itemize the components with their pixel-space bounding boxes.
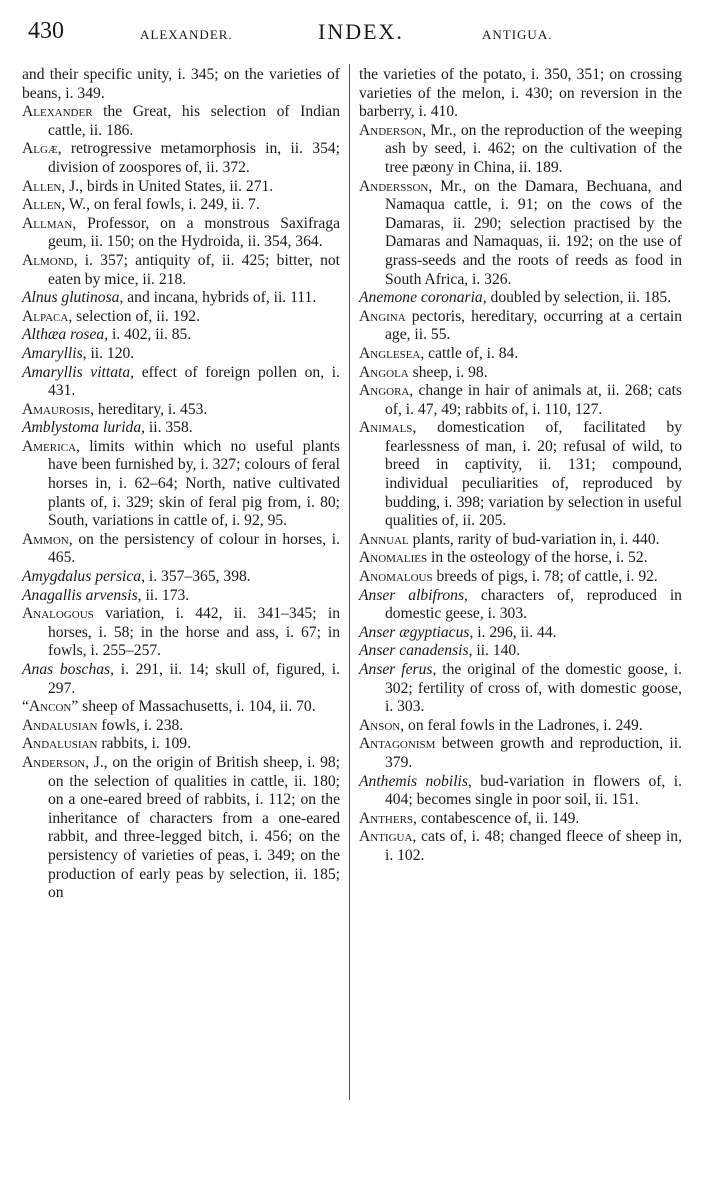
index-headword: Anson <box>359 716 401 734</box>
index-headword: Antagonism <box>359 735 436 753</box>
index-headword-italic: Anser canadensis <box>359 642 469 660</box>
index-entry-text: the varieties of the potato, i. 350, 351; on crossing varieties of the melon, i. 430; on reversion in the barberry, i. 410. <box>359 66 682 121</box>
index-entry-text: fowls, i. 238. <box>97 716 184 734</box>
index-entry <box>22 178 340 197</box>
index-headword: Algæ <box>22 140 58 158</box>
index-entry <box>22 754 340 903</box>
index-entry <box>359 735 682 772</box>
index-entry <box>359 289 682 308</box>
index-entry <box>359 810 682 829</box>
index-entry <box>359 66 682 122</box>
index-entry <box>22 326 340 345</box>
index-entry-text: , ii. 173. <box>137 586 190 604</box>
page-number: 430 <box>28 18 64 44</box>
index-headword: Allen <box>22 196 62 214</box>
index-headword: Anomalous <box>359 568 433 586</box>
index-entry-text: plants, rarity of bud-variation in, i. 440. <box>408 530 660 548</box>
index-entry <box>22 438 340 531</box>
index-headword: “Ancon” <box>22 698 79 716</box>
index-headword: Andersson <box>359 177 429 195</box>
index-headword-italic: Anas boschas <box>22 661 111 678</box>
running-head-left: ALEXANDER. <box>140 27 233 42</box>
index-headword: Angina <box>359 307 406 325</box>
index-headword: Alpaca <box>22 307 69 325</box>
index-entry-text: sheep, i. 98. <box>408 363 488 381</box>
index-entry <box>359 308 682 345</box>
index-entry-text: in the osteology of the horse, i. 52. <box>427 549 648 567</box>
index-entry-text: sheep of Massachusetts, i. 104, ii. 70. <box>78 698 316 716</box>
index-entry <box>359 568 682 587</box>
index-entry-text: , Mr., on the Damara, Bechuana, and Namaqua cattle, i. 91; on the cows of the Damaras, ii. 290; selection practised by the Damaras and Namaquas, ii. 192; on the use of grass-seeds and the roots of reeds as food in South Africa, i. 326. <box>385 177 682 288</box>
index-entry-text: , i. 357; antiquity of, ii. 425; bitter, not eaten by mice, ii. 218. <box>48 251 340 288</box>
index-entry <box>22 401 340 420</box>
index-entry-text: the Great, his selection of Indian cattle, ii. 186. <box>48 103 340 139</box>
index-headword-italic: Amaryllis vittata <box>22 363 131 381</box>
index-entry <box>22 531 340 568</box>
index-headword-italic: Amblystoma lurida <box>22 419 142 437</box>
index-entry-text: , domestication of, facilitated by fearlessness of man, i. 20; refusal of wild, to breed in captivity, ii. 131; compound, individual peculiarities of, reproduced by budding, i. 398; variation by selection in useful qualities of, ii. 205. <box>385 419 682 530</box>
index-entry-text: , limits within which no useful plants have been furnished by, i. 327; colours of feral horses in, i. 62–64; North, native cultivated plants of, i. 329; skin of feral pig from, i. 80; South, variations in cattle of, i. 92, 95. <box>48 437 340 530</box>
index-headword: Antigua <box>359 828 413 846</box>
index-headword: Amaurosis <box>22 400 91 418</box>
index-entry-text: , hereditary, i. 453. <box>90 400 208 418</box>
index-headword: Analogous <box>22 605 94 623</box>
index-headword-italic: Anthemis nobilis <box>359 772 468 790</box>
index-headword: Anderson <box>359 121 423 139</box>
index-headword: Almond <box>22 251 74 269</box>
index-entry <box>22 103 340 140</box>
index-entry-text: between growth and reproduction, ii. 379. <box>385 735 682 771</box>
index-headword-italic: Anagallis arvensis <box>22 586 138 604</box>
index-entry-text: , and incana, hybrids of, ii. 111. <box>119 289 317 307</box>
index-entry-text: , cattle of, i. 84. <box>420 344 519 362</box>
index-entry <box>22 140 340 177</box>
index-headword: Anderson <box>22 753 86 771</box>
index-entry <box>22 717 340 736</box>
index-entry <box>359 364 682 383</box>
index-entry <box>22 252 340 289</box>
index-headword-italic: Amygdalus persica <box>22 568 142 586</box>
index-entry-text: , J., on the origin of British sheep, i. 98; on the selection of qualities in cattle, ii. 180; on a one-eared breed of rabbits, i. 112; on the inheritance of characters from a one-eared rabbit, and three-legged bitch, i. 456; on the persistency of varieties of peas, i. 349; on the production of early peas by selection, ii. 185; on <box>48 753 340 902</box>
index-entry <box>359 122 682 178</box>
index-entry <box>359 419 682 531</box>
index-entry <box>22 196 340 215</box>
index-entry-text: , contabescence of, ii. 149. <box>413 809 580 827</box>
index-entry <box>22 419 340 438</box>
index-entry <box>22 698 340 717</box>
index-headword: Allman <box>22 214 73 232</box>
index-headword-italic: Anemone coronaria <box>359 289 483 307</box>
index-headword: Anglesea <box>359 344 421 362</box>
index-headword: Angola <box>359 363 409 381</box>
index-entry <box>22 345 340 364</box>
index-headword-italic: Althæa rosea <box>22 326 105 344</box>
index-headword-italic: Alnus glutinosa <box>22 289 120 307</box>
index-headword: Anomalies <box>359 549 428 567</box>
index-entry <box>22 308 340 327</box>
index-entry-text: , selection of, ii. 192. <box>68 307 200 325</box>
index-entry-text: , cats of, i. 48; changed fleece of sheep in, i. 102. <box>385 828 682 864</box>
index-entry-text: rabbits, i. 109. <box>97 735 191 753</box>
index-headword-italic: Anser albifrons <box>359 586 465 604</box>
index-headword: Allen <box>22 177 62 195</box>
index-headword: Andalusian <box>22 735 98 753</box>
index-entry-text: , W., on feral fowls, i. 249, ii. 7. <box>61 196 260 214</box>
index-entry-text: , bud-variation in flowers of, i. 404; becomes single in poor soil, ii. 151. <box>385 772 682 809</box>
index-column-left <box>22 66 340 903</box>
index-headword: Animals <box>359 419 413 437</box>
index-headword: Alexander <box>22 103 93 121</box>
index-entry <box>359 382 682 419</box>
index-entry-text: , i. 402, ii. 85. <box>104 326 192 344</box>
index-entry-text: , on the persistency of colour in horses, i. 465. <box>48 530 340 567</box>
index-entry <box>359 531 682 550</box>
index-entry-text: , retrogressive metamorphosis in, ii. 354; division of zoospores of, ii. 372. <box>48 140 340 176</box>
index-entry-text: , doubled by selection, ii. 185. <box>482 289 672 307</box>
running-head-right: ANTIGUA. <box>482 27 553 42</box>
index-entry <box>359 773 682 810</box>
index-entry-text: , ii. 358. <box>141 419 193 437</box>
index-entry <box>22 289 340 308</box>
index-headword: Annual <box>359 530 409 548</box>
index-entry <box>22 735 340 754</box>
index-headword-italic: Anser ægyptiacus <box>359 623 470 641</box>
index-entry-text: , ii. 120. <box>82 344 135 362</box>
index-entry-text: variation, i. 442, ii. 341–345; in horses, i. 58; in the horse and ass, i. 67; in fowls, i. 255–257. <box>48 605 340 660</box>
index-entry-text: , J., birds in United States, ii. 271. <box>61 177 274 195</box>
index-entry <box>22 661 340 698</box>
index-entry <box>359 345 682 364</box>
index-entry-text: , the original of the domestic goose, i. 302; fertility of cross of, with domestic goose, i. 303. <box>385 661 683 716</box>
index-entry-text: , i. 291, ii. 14; skull of, figured, i. 297. <box>48 661 340 697</box>
index-entry-text: , change in hair of animals at, ii. 268; cats of, i. 47, 49; rabbits of, i. 110, 127. <box>385 382 682 418</box>
index-headword: America <box>22 437 77 455</box>
page-title: INDEX. <box>318 19 404 44</box>
index-entry-text: breeds of pigs, i. 78; of cattle, i. 92. <box>432 568 658 586</box>
index-entry <box>359 717 682 736</box>
index-entry-text: , i. 296, ii. 44. <box>469 623 557 641</box>
index-headword-italic: Anser ferus <box>359 661 433 678</box>
index-entry <box>22 605 340 661</box>
index-headword-italic: Amaryllis <box>22 344 83 362</box>
index-headword: Angora <box>359 382 410 400</box>
index-entry <box>22 66 340 103</box>
index-entry-text: , on feral fowls in the Ladrones, i. 249. <box>400 716 643 734</box>
index-entry <box>359 624 682 643</box>
index-headword: Ammon <box>22 530 69 548</box>
index-entry-text: and their specific unity, i. 345; on the varieties of beans, i. 349. <box>22 66 340 102</box>
index-headword: Anthers <box>359 809 414 827</box>
index-entry-text: , ii. 140. <box>468 642 521 660</box>
index-entry <box>359 549 682 568</box>
index-entry <box>359 178 682 290</box>
index-entry <box>359 661 682 717</box>
index-entry <box>359 587 682 624</box>
index-entry <box>359 828 682 865</box>
index-entry <box>359 642 682 661</box>
index-entry <box>22 587 340 606</box>
index-entry <box>22 568 340 587</box>
running-header <box>28 12 678 48</box>
index-entry-text: pectoris, hereditary, occurring at a certain age, ii. 55. <box>385 307 682 344</box>
index-entry <box>22 364 340 401</box>
index-entry-text: , effect of foreign pollen on, i. 431. <box>48 363 340 400</box>
index-entry-text: , i. 357–365, 398. <box>141 568 251 586</box>
index-entry-text: , Professor, on a monstrous Saxifraga geum, ii. 150; on the Hydroida, ii. 354, 364. <box>48 214 340 251</box>
index-entry-text: , Mr., on the reproduction of the weeping ash by seed, i. 462; on the cultivation of the tree pæony in China, ii. 189. <box>385 121 682 176</box>
index-column-right <box>359 66 682 866</box>
index-headword: Andalusian <box>22 716 98 734</box>
index-entry-text: , characters of, reproduced in domestic geese, i. 303. <box>385 586 682 623</box>
column-divider <box>349 64 350 1100</box>
index-entry <box>22 215 340 252</box>
